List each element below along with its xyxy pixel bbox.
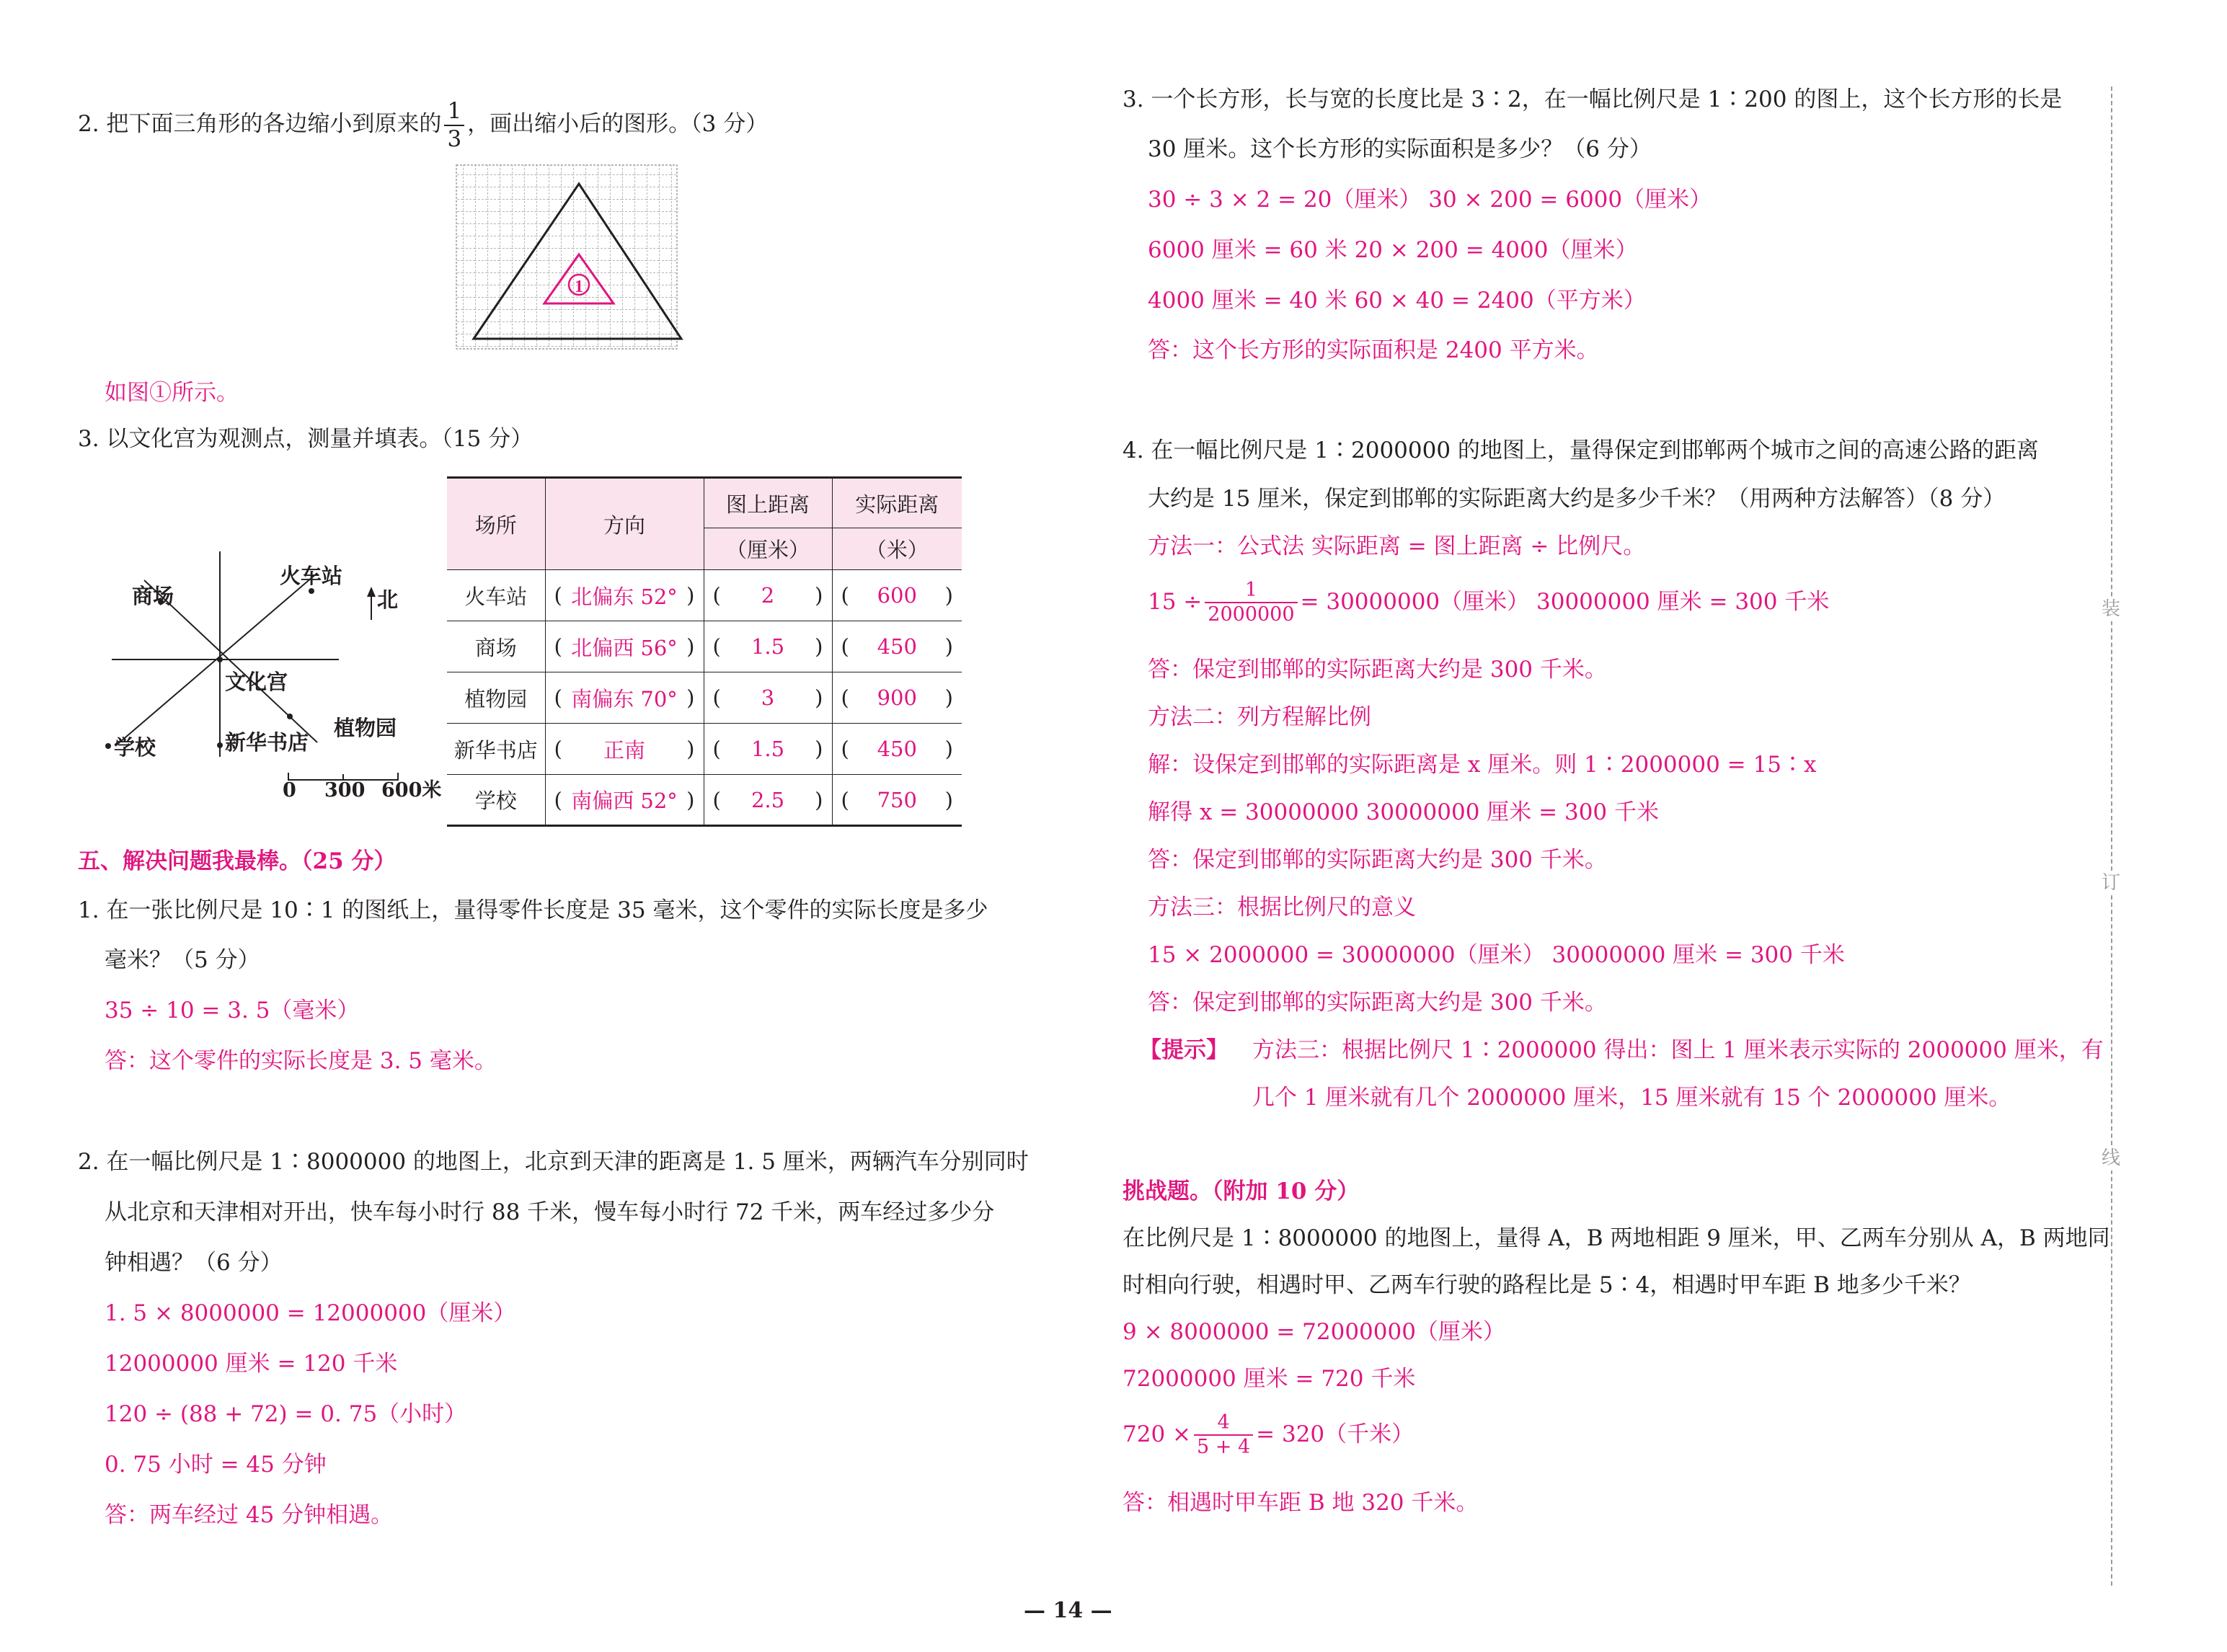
north-arrowhead-icon <box>367 587 376 597</box>
problem-2-line2: 从北京和天津相对开出，快车每小时行 88 千米，慢车每小时行 72 千米，两车经过多少分 <box>105 1199 995 1225</box>
method-3-answer-1: 15 × 2000000 = 30000000（厘米） 30000000 厘米 = 300 千米 <box>1148 942 1845 968</box>
q2-answer: 如图①所示。 <box>105 380 239 406</box>
table-row <box>447 775 962 826</box>
cell-place: 新华书店 <box>447 724 545 775</box>
problem-1-line1: 1. 在一张比例尺是 10∶1 的图纸上，量得零件长度是 35 毫米，这个零件的实际长度是多少 <box>78 897 988 923</box>
table-row <box>447 621 962 672</box>
problem-3-answer-4: 答：这个长方形的实际面积是 2400 平方米。 <box>1148 337 1599 363</box>
problem-3-line1: 3. 一个长方形，长与宽的长度比是 3∶2，在一幅比例尺是 1∶200 的图上，这个长方形的长是 <box>1123 86 2063 112</box>
challenge-line1: 在比例尺是 1∶8000000 的地图上，量得 A，B 两地相距 9 厘米，甲、乙两车分别从 A，B 两地同 <box>1123 1225 2110 1251</box>
binding-char-1: 装 <box>2102 598 2121 620</box>
cell-map-distance: ( 1.5 ) <box>704 621 832 672</box>
problem-2-answer-4: 0. 75 小时 = 45 分钟 <box>105 1452 327 1478</box>
method-1-title: 方法一：公式法 实际距离 = 图上距离 ÷ 比例尺。 <box>1148 533 1646 559</box>
challenge-answer-3: 720 × $\frac{4}{5 + 4}$ = 320（千米） <box>1123 1411 1414 1459</box>
map-label-school: 学校 <box>114 735 156 760</box>
cell-map-distance: ( 2 ) <box>704 570 832 621</box>
table-row <box>447 672 962 724</box>
point-culture-palace <box>217 657 223 662</box>
problem-2-answer-5: 答：两车经过 45 分钟相遇。 <box>105 1502 394 1528</box>
header-place: 场所 <box>447 478 545 570</box>
cell-place: 火车站 <box>447 570 545 621</box>
scale-label-300: 300 <box>324 779 366 801</box>
problem-2-line1: 2. 在一幅比例尺是 1∶8000000 的地图上，北京到天津的距离是 1. 5 厘米，两辆汽车分别同时 <box>78 1149 1029 1175</box>
q2-frac-den: 3 <box>447 125 462 152</box>
problem-1-line2: 毫米？（5 分） <box>105 947 260 973</box>
table-row <box>447 570 962 621</box>
method-2-title: 方法二：列方程解比例 <box>1148 704 1371 730</box>
problem-3-answer-2: 6000 厘米 = 60 米 20 × 200 = 4000（厘米） <box>1148 237 1638 263</box>
cell-place: 商场 <box>447 621 545 672</box>
binding-char-2: 订 <box>2102 872 2121 894</box>
cell-place: 植物园 <box>447 672 545 724</box>
header-direction: 方向 <box>545 478 704 570</box>
header-real-distance: 实际距离 <box>832 478 962 528</box>
challenge-title: 挑战题。（附加 10 分） <box>1123 1178 1360 1204</box>
section-five-title: 五、解决问题我最棒。（25 分） <box>78 848 397 874</box>
challenge-answer-2: 72000000 厘米 = 720 千米 <box>1123 1366 1416 1392</box>
cell-real-distance: ( 600 ) <box>832 570 962 621</box>
problem-1-answer-2: 答：这个零件的实际长度是 3. 5 毫米。 <box>105 1048 497 1074</box>
cell-direction: ( 南偏西 52° ) <box>545 775 704 826</box>
method-3-title: 方法三：根据比例尺的意义 <box>1148 894 1416 920</box>
triangle-grid-figure <box>451 162 689 360</box>
scale-label-600: 600米 <box>381 779 442 801</box>
header-real-unit: （米） <box>832 528 962 570</box>
problem-2-answer-2: 12000000 厘米 = 120 千米 <box>105 1351 398 1377</box>
header-map-distance: 图上距离 <box>704 478 832 528</box>
binding-line <box>2111 86 2112 1586</box>
method-2-answer-2: 解得 x = 30000000 30000000 厘米 = 300 千米 <box>1148 799 1660 825</box>
problem-3-line2: 30 厘米。这个长方形的实际面积是多少？（6 分） <box>1148 136 1652 162</box>
challenge-answer-4: 答：相遇时甲车距 B 地 320 千米。 <box>1123 1490 1479 1516</box>
method-1-frac-num: 1 <box>1205 580 1297 603</box>
header-map-unit: （厘米） <box>704 528 832 570</box>
scale-label-0: 0 <box>283 779 296 801</box>
cell-map-distance: ( 1.5 ) <box>704 724 832 775</box>
problem-2-answer-3: 120 ÷ (88 + 72) = 0. 75（小时） <box>105 1401 467 1427</box>
problem-1-answer-1: 35 ÷ 10 = 3. 5（毫米） <box>105 998 360 1023</box>
hint-label: 【提示】 <box>1139 1037 1228 1063</box>
grid-background <box>456 165 677 349</box>
challenge-line2: 时相向行驶，相遇时甲、乙两车行驶的路程比是 5∶4，相遇时甲车距 B 地多少千米？ <box>1123 1272 1971 1298</box>
challenge-frac-den: 5 + 4 <box>1197 1436 1251 1459</box>
method-3-answer: 答：保定到邯郸的实际距离大约是 300 千米。 <box>1148 990 1607 1016</box>
challenge-answer-1: 9 × 8000000 = 72000000（厘米） <box>1123 1319 1505 1345</box>
cell-real-distance: ( 750 ) <box>832 775 962 826</box>
table-row <box>447 724 962 775</box>
map-label-botanical: 植物园 <box>334 716 397 740</box>
problem-4-line2: 大约是 15 厘米，保定到邯郸的实际距离大约是多少千米？（用两种方法解答）（8 分） <box>1148 486 2006 512</box>
method-2-answer: 答：保定到邯郸的实际距离大约是 300 千米。 <box>1148 847 1607 873</box>
point-train-station <box>309 588 314 594</box>
map-label-north: 北 <box>377 587 399 612</box>
cell-real-distance: ( 450 ) <box>832 621 962 672</box>
cell-map-distance: ( 2.5 ) <box>704 775 832 826</box>
cell-map-distance: ( 3 ) <box>704 672 832 724</box>
point-bookstore <box>217 742 223 748</box>
cell-real-distance: ( 450 ) <box>832 724 962 775</box>
problem-2-answer-1: 1. 5 × 8000000 = 12000000（厘米） <box>105 1300 516 1326</box>
cell-direction: ( 正南 ) <box>545 724 704 775</box>
method-1-calc: 15 ÷ $\frac{1}{2000000}$ = 30000000（厘米） 30000000 厘米 = 300 千米 <box>1148 579 1830 626</box>
point-school <box>105 743 111 749</box>
method-1-frac-den: 2000000 <box>1208 603 1295 626</box>
method-2-answer-1: 解：设保定到邯郸的实际距离是 x 厘米。则 1∶2000000 = 15∶x <box>1148 752 1817 778</box>
map-label-train-station: 火车站 <box>280 564 343 588</box>
map-label-bookstore: 新华书店 <box>225 730 309 755</box>
cell-direction: ( 南偏东 70° ) <box>545 672 704 724</box>
point-botanical <box>287 714 293 719</box>
q2-frac-num: 1 <box>444 99 464 126</box>
binding-char-3: 线 <box>2102 1147 2121 1169</box>
hint-line1: 方法三：根据比例尺 1∶2000000 得出：图上 1 厘米表示实际的 2000000 厘米，有 <box>1252 1037 2104 1063</box>
q3-title: 3. 以文化宫为观测点，测量并填表。（15 分） <box>78 426 533 452</box>
map-label-culture-palace: 文化宫 <box>225 670 288 694</box>
method-1-answer: 答：保定到邯郸的实际距离大约是 300 千米。 <box>1148 657 1607 683</box>
mark-one: 1 <box>575 277 583 296</box>
hint-line2: 几个 1 厘米就有几个 2000000 厘米，15 厘米就有 15 个 2000000 厘米。 <box>1252 1085 2011 1111</box>
problem-3-answer-3: 4000 厘米 = 40 米 60 × 40 = 2400（平方米） <box>1148 288 1646 314</box>
cell-direction: ( 北偏东 52° ) <box>545 570 704 621</box>
cell-direction: ( 北偏西 56° ) <box>545 621 704 672</box>
map-label-mall: 商场 <box>132 584 174 608</box>
q2-question: 2. 把下面三角形的各边缩小到原来的 $\frac{1}{3}$ ，画出缩小后的图形。（3 分） <box>78 98 769 152</box>
cell-place: 学校 <box>447 775 545 826</box>
cell-real-distance: ( 900 ) <box>832 672 962 724</box>
problem-4-line1: 4. 在一幅比例尺是 1∶2000000 的地图上，量得保定到邯郸两个城市之间的高速公路的距离 <box>1123 438 2039 463</box>
page-number: — 14 — <box>1024 1598 1112 1623</box>
problem-3-answer-1: 30 ÷ 3 × 2 = 20（厘米） 30 × 200 = 6000（厘米） <box>1148 187 1712 213</box>
challenge-frac-num: 4 <box>1194 1413 1253 1436</box>
measurement-table <box>447 476 962 827</box>
problem-2-line3: 钟相遇？（6 分） <box>105 1250 283 1276</box>
